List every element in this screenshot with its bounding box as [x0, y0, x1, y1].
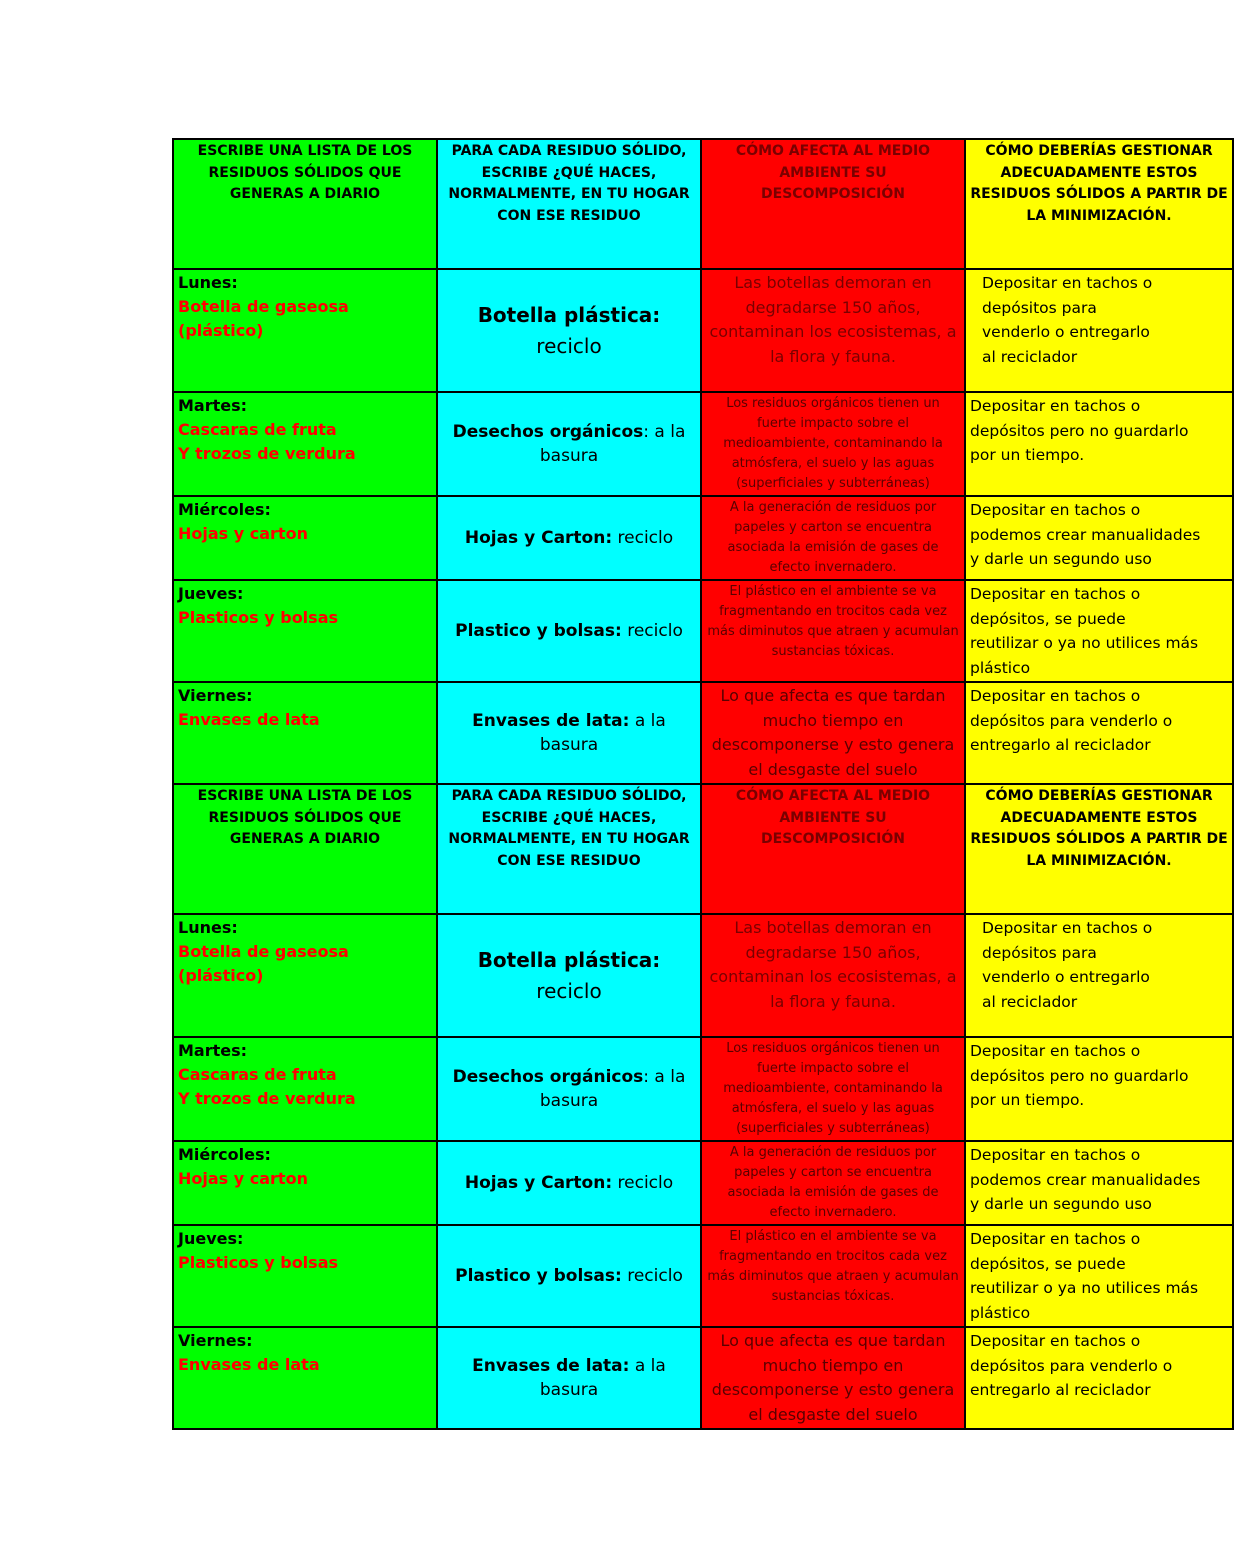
management-line: depósitos para	[982, 943, 1097, 962]
action-cell	[437, 496, 701, 580]
management-cell	[965, 496, 1233, 580]
table-row	[173, 392, 1233, 496]
effect-cell: Los residuos orgánicos tienen un fuerte impacto sobre el medioambiente, contaminando la atmósfera, el suelo y las aguas (superficiales y subterráneas)	[701, 392, 965, 496]
waste-table	[172, 138, 1234, 1430]
management-line: reutilizar o ya no utilices más	[970, 1279, 1199, 1297]
management-line: depósitos para	[982, 298, 1097, 317]
management-line: plástico	[970, 1303, 1031, 1322]
day-label: Martes:	[178, 1041, 248, 1060]
day-label: Miércoles:	[178, 500, 271, 519]
table-row	[173, 1037, 1233, 1141]
action-title: Plastico y bolsas:	[455, 621, 622, 641]
action-cell	[437, 269, 701, 392]
waste-list-cell	[173, 1037, 437, 1141]
management-line: depósitos, se puede	[970, 1254, 1126, 1273]
management-line: Depositar en tachos o	[982, 274, 1153, 292]
management-cell	[965, 1037, 1233, 1141]
waste-list-cell	[173, 580, 437, 682]
action-text: a la basura	[539, 1356, 666, 1400]
management-line: podemos crear manualidades	[970, 525, 1201, 544]
management-cell	[965, 682, 1233, 784]
table-row	[173, 496, 1233, 580]
waste-list-cell	[173, 914, 437, 1037]
management-cell	[965, 392, 1233, 496]
table-row	[173, 269, 1233, 392]
day-label: Martes:	[178, 396, 248, 415]
management-line: depósitos pero no guardarlo	[970, 1066, 1189, 1085]
management-line: Depositar en tachos o	[970, 687, 1141, 705]
action-title: Botella plástica:	[477, 302, 661, 327]
action-title: Desechos orgánicos	[452, 422, 644, 442]
management-line: Depositar en tachos o	[970, 1042, 1141, 1060]
action-title: Hojas y Carton:	[464, 528, 613, 548]
action-text: reciclo	[536, 978, 602, 1003]
action-title: Plastico y bolsas:	[455, 1266, 622, 1286]
header-col4: CÓMO DEBERÍAS GESTIONAR ADECUADAMENTE ESTOS RESIDUOS SÓLIDOS A PARTIR DE LA MINIMIZACIÓN.	[965, 139, 1233, 269]
action-cell	[437, 392, 701, 496]
management-cell	[965, 1327, 1233, 1429]
waste-item: Envases de lata	[178, 710, 320, 729]
action-text: : a la basura	[539, 422, 686, 466]
table-row	[173, 1225, 1233, 1327]
header-col3: CÓMO AFECTA AL MEDIO AMBIENTE SU DESCOMPOSICIÓN	[701, 784, 965, 914]
header-col1: ESCRIBE UNA LISTA DE LOS RESIDUOS SÓLIDOS QUE GENERAS A DIARIO	[173, 139, 437, 269]
waste-list-cell	[173, 392, 437, 496]
header-col3: CÓMO AFECTA AL MEDIO AMBIENTE SU DESCOMPOSICIÓN	[701, 139, 965, 269]
action-cell	[437, 914, 701, 1037]
waste-list-cell	[173, 682, 437, 784]
action-title: Desechos orgánicos	[452, 1067, 644, 1087]
action-cell	[437, 1141, 701, 1225]
effect-cell: Las botellas demoran en degradarse 150 años, contaminan los ecosistemas, a la flora y fauna.	[701, 914, 965, 1037]
management-cell	[965, 914, 1233, 1037]
management-cell	[965, 269, 1233, 392]
management-cell	[965, 1225, 1233, 1327]
management-line: por un tiempo.	[970, 1091, 1085, 1109]
management-line: entregarlo al reciclador	[970, 736, 1151, 754]
header-row	[173, 784, 1233, 914]
waste-list-cell	[173, 1141, 437, 1225]
day-label: Jueves:	[178, 584, 244, 603]
management-line: Depositar en tachos o	[970, 1332, 1141, 1350]
management-line: depósitos para venderlo o	[970, 1356, 1173, 1375]
action-title: Envases de lata:	[472, 1356, 630, 1376]
management-line: al reciclador	[982, 992, 1078, 1011]
management-cell	[965, 1141, 1233, 1225]
action-cell	[437, 682, 701, 784]
management-line: reutilizar o ya no utilices más	[970, 634, 1199, 652]
management-line: venderlo o entregarlo	[982, 968, 1150, 986]
action-text: reciclo	[612, 1173, 674, 1193]
waste-list-cell	[173, 1225, 437, 1327]
management-line: depósitos pero no guardarlo	[970, 421, 1189, 440]
header-col1: ESCRIBE UNA LISTA DE LOS RESIDUOS SÓLIDOS QUE GENERAS A DIARIO	[173, 784, 437, 914]
action-text: reciclo	[621, 1266, 683, 1286]
header-row	[173, 139, 1233, 269]
management-line: podemos crear manualidades	[970, 1170, 1201, 1189]
management-line: entregarlo al reciclador	[970, 1381, 1151, 1399]
effect-cell: A la generación de residuos por papeles y carton se encuentra asociada la emisión de gases de efecto invernadero.	[701, 496, 965, 580]
waste-item: Cascaras de fruta Y trozos de verdura	[178, 420, 356, 463]
effect-cell: Lo que afecta es que tardan mucho tiempo en descomponerse y esto genera el desgaste del suelo	[701, 1327, 965, 1429]
day-label: Lunes:	[178, 273, 238, 292]
day-label: Viernes:	[178, 1331, 253, 1350]
action-text: reciclo	[612, 528, 674, 548]
management-line: Depositar en tachos o	[970, 397, 1141, 415]
management-line: Depositar en tachos o	[970, 585, 1141, 603]
effect-cell: A la generación de residuos por papeles y carton se encuentra asociada la emisión de gases de efecto invernadero.	[701, 1141, 965, 1225]
day-label: Lunes:	[178, 918, 238, 937]
waste-list-cell	[173, 1327, 437, 1429]
action-cell	[437, 1037, 701, 1141]
action-title: Hojas y Carton:	[464, 1173, 613, 1193]
management-line: y darle un segundo uso	[970, 1195, 1152, 1213]
waste-item: Botella de gaseosa (plástico)	[178, 297, 349, 340]
table-row	[173, 682, 1233, 784]
management-cell	[965, 580, 1233, 682]
waste-list-cell	[173, 496, 437, 580]
effect-cell: El plástico en el ambiente se va fragmentando en trocitos cada vez más diminutos que atraen y acumulan sustancias tóxicas.	[701, 580, 965, 682]
header-col2: PARA CADA RESIDUO SÓLIDO, ESCRIBE ¿QUÉ HACES, NORMALMENTE, EN TU HOGAR CON ESE RESIDUO	[437, 784, 701, 914]
management-line: Depositar en tachos o	[982, 919, 1153, 937]
action-cell	[437, 1225, 701, 1327]
waste-item: Hojas y carton	[178, 1169, 308, 1188]
waste-item: Cascaras de fruta Y trozos de verdura	[178, 1065, 356, 1108]
management-line: venderlo o entregarlo	[982, 323, 1150, 341]
waste-item: Hojas y carton	[178, 524, 308, 543]
action-title: Botella plástica:	[477, 947, 661, 972]
waste-list-cell	[173, 269, 437, 392]
header-col2: PARA CADA RESIDUO SÓLIDO, ESCRIBE ¿QUÉ HACES, NORMALMENTE, EN TU HOGAR CON ESE RESIDUO	[437, 139, 701, 269]
action-cell	[437, 580, 701, 682]
management-line: al reciclador	[982, 347, 1078, 366]
day-label: Viernes:	[178, 686, 253, 705]
action-text: reciclo	[621, 621, 683, 641]
table-row	[173, 580, 1233, 682]
table-row	[173, 1327, 1233, 1429]
waste-item: Plasticos y bolsas	[178, 608, 339, 627]
management-line: Depositar en tachos o	[970, 1230, 1141, 1248]
action-cell	[437, 1327, 701, 1429]
effect-cell: Las botellas demoran en degradarse 150 años, contaminan los ecosistemas, a la flora y fauna.	[701, 269, 965, 392]
header-col4: CÓMO DEBERÍAS GESTIONAR ADECUADAMENTE ESTOS RESIDUOS SÓLIDOS A PARTIR DE LA MINIMIZACIÓN.	[965, 784, 1233, 914]
management-line: Depositar en tachos o	[970, 501, 1141, 519]
management-line: por un tiempo.	[970, 446, 1085, 464]
table-row	[173, 1141, 1233, 1225]
management-line: depósitos para venderlo o	[970, 711, 1173, 730]
action-title: Envases de lata:	[472, 711, 630, 731]
waste-item: Envases de lata	[178, 1355, 320, 1374]
action-text: a la basura	[539, 711, 666, 755]
management-line: depósitos, se puede	[970, 609, 1126, 628]
action-text: : a la basura	[539, 1067, 686, 1111]
effect-cell: Lo que afecta es que tardan mucho tiempo en descomponerse y esto genera el desgaste del suelo	[701, 682, 965, 784]
day-label: Jueves:	[178, 1229, 244, 1248]
day-label: Miércoles:	[178, 1145, 271, 1164]
effect-cell: Los residuos orgánicos tienen un fuerte impacto sobre el medioambiente, contaminando la atmósfera, el suelo y las aguas (superficiales y subterráneas)	[701, 1037, 965, 1141]
waste-item: Plasticos y bolsas	[178, 1253, 339, 1272]
management-line: y darle un segundo uso	[970, 550, 1152, 568]
management-line: plástico	[970, 658, 1031, 677]
effect-cell: El plástico en el ambiente se va fragmentando en trocitos cada vez más diminutos que atraen y acumulan sustancias tóxicas.	[701, 1225, 965, 1327]
table-row	[173, 914, 1233, 1037]
action-text: reciclo	[536, 333, 602, 358]
waste-item: Botella de gaseosa (plástico)	[178, 942, 349, 985]
management-line: Depositar en tachos o	[970, 1146, 1141, 1164]
